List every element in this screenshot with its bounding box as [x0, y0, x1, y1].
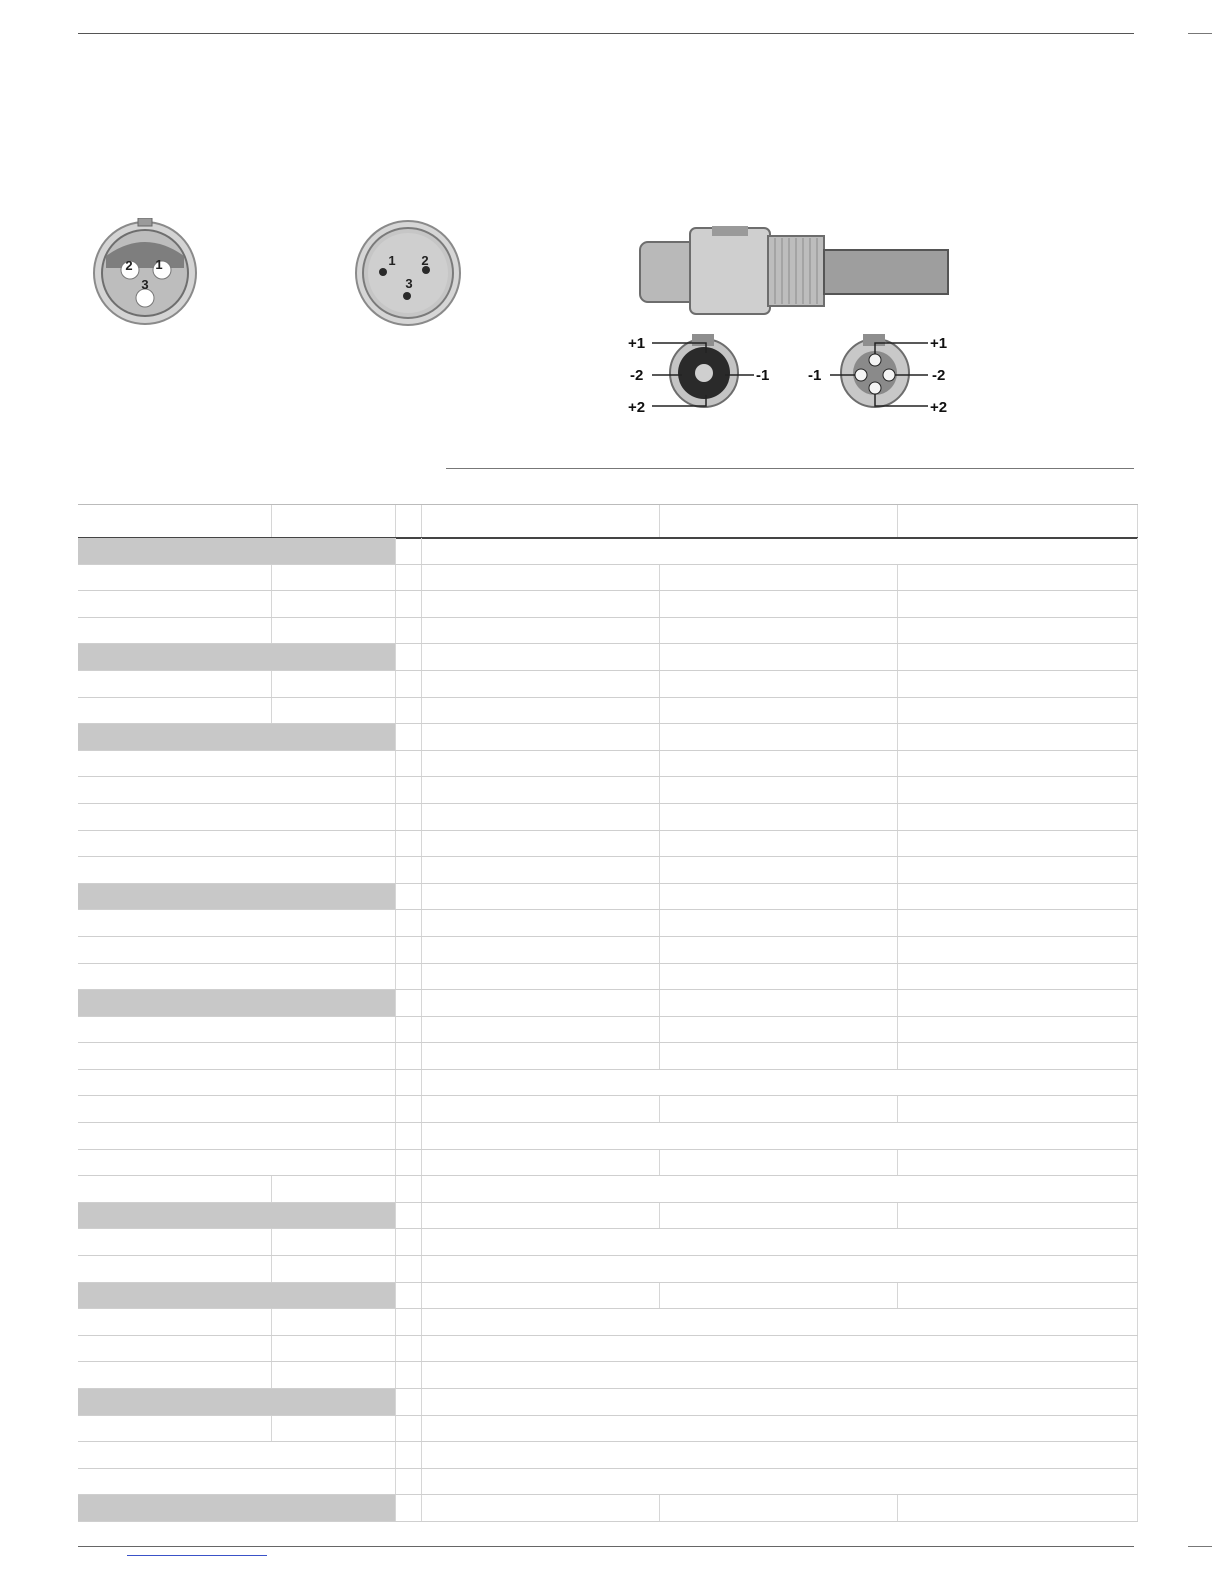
table-cell [78, 1309, 272, 1335]
table-cell [422, 1416, 1138, 1442]
table-cell [422, 1123, 1138, 1149]
table-row [78, 1017, 1138, 1044]
table-row [78, 1070, 1138, 1097]
table-cell [78, 724, 396, 750]
table-cell [396, 1283, 422, 1309]
table-cell [78, 751, 396, 777]
table-cell [898, 857, 1138, 883]
xlr-male-pin-2: 2 [421, 253, 429, 268]
table-cell [78, 1469, 396, 1495]
table-cell [422, 1389, 1138, 1415]
table-cell [396, 1096, 422, 1122]
table-header-row [78, 504, 1138, 539]
table-cell [660, 777, 898, 803]
table-cell [898, 937, 1138, 963]
table-cell [78, 671, 272, 697]
table-cell [898, 831, 1138, 857]
table-cell [78, 1283, 396, 1309]
table-cell [78, 1150, 396, 1176]
table-cell [422, 1229, 1138, 1255]
table-cell [898, 1495, 1138, 1521]
table-cell [422, 1176, 1138, 1202]
table-cell [660, 1150, 898, 1176]
table-cell [422, 644, 660, 670]
table-cell [78, 1017, 396, 1043]
table-cell [898, 1043, 1138, 1069]
speakon-left-label-plus1: +1 [628, 335, 646, 352]
table-cell [78, 565, 272, 591]
table-cell [660, 724, 898, 750]
table-cell [396, 644, 422, 670]
table-row [78, 1362, 1138, 1389]
table-cell [78, 698, 272, 724]
table-cell [78, 884, 396, 910]
table-cell [898, 751, 1138, 777]
table-cell [396, 884, 422, 910]
table-cell [272, 1416, 396, 1442]
table-cell [272, 591, 396, 617]
table-cell [396, 1229, 422, 1255]
table-cell [78, 1070, 396, 1096]
table-cell [660, 644, 898, 670]
table-cell [660, 1043, 898, 1069]
header-margin-tick [1188, 33, 1212, 34]
table-cell [396, 857, 422, 883]
table-cell [898, 964, 1138, 990]
table-cell [78, 1495, 396, 1521]
table-cell [422, 1469, 1138, 1495]
table-cell [660, 1096, 898, 1122]
table-cell [898, 1283, 1138, 1309]
table-cell [422, 1150, 660, 1176]
table-cell [396, 937, 422, 963]
speakon-left-label-minus2: -2 [630, 367, 644, 384]
table-cell [422, 777, 660, 803]
table-cell [396, 565, 422, 591]
footer-margin-tick [1188, 1546, 1212, 1547]
table-cell [422, 618, 660, 644]
table-cell [78, 618, 272, 644]
table-row [78, 1283, 1138, 1310]
table-row [78, 1203, 1138, 1230]
table-cell [422, 1043, 660, 1069]
table-cell [898, 565, 1138, 591]
table-row [78, 538, 1138, 565]
table-cell [396, 618, 422, 644]
table-row [78, 1150, 1138, 1177]
table-cell [660, 618, 898, 644]
table-cell [78, 990, 396, 1016]
table-cell [396, 671, 422, 697]
table-cell [660, 565, 898, 591]
table-cell [422, 724, 660, 750]
table-cell [422, 831, 660, 857]
table-row [78, 1495, 1138, 1522]
table-cell [272, 1256, 396, 1282]
table-cell [272, 1362, 396, 1388]
table-cell [272, 671, 396, 697]
table-cell [660, 831, 898, 857]
table-cell [898, 671, 1138, 697]
header-rule [78, 33, 1134, 34]
table-row [78, 1442, 1138, 1469]
table-cell [660, 910, 898, 936]
table-row [78, 1336, 1138, 1363]
table-cell [78, 857, 396, 883]
table-cell [660, 698, 898, 724]
table-row [78, 1389, 1138, 1416]
table-cell [422, 857, 660, 883]
table-cell [660, 964, 898, 990]
table-cell [396, 1017, 422, 1043]
table-cell [396, 964, 422, 990]
table-cell [272, 565, 396, 591]
table-cell [660, 1203, 898, 1229]
table-cell [660, 751, 898, 777]
table-cell [396, 804, 422, 830]
table-cell [78, 1256, 272, 1282]
table-cell [660, 857, 898, 883]
table-cell [396, 831, 422, 857]
table-cell [422, 591, 660, 617]
header-cell [422, 505, 660, 537]
table-cell [396, 1150, 422, 1176]
table-cell [396, 1362, 422, 1388]
table-cell [396, 1336, 422, 1362]
table-cell [396, 1123, 422, 1149]
table-row [78, 591, 1138, 618]
table-row [78, 618, 1138, 645]
table-cell [272, 1309, 396, 1335]
table-cell [660, 1495, 898, 1521]
table-row [78, 857, 1138, 884]
table-cell [660, 937, 898, 963]
xlr-female-pin-3: 3 [141, 277, 149, 292]
speakon-right-label-plus2: +2 [930, 399, 948, 416]
table-cell [78, 964, 396, 990]
table-cell [422, 1336, 1138, 1362]
table-row [78, 1416, 1138, 1443]
table-row [78, 1096, 1138, 1123]
table-cell [78, 1336, 272, 1362]
table-cell [898, 1096, 1138, 1122]
table-cell [396, 1256, 422, 1282]
xlr-male-pin-3: 3 [405, 276, 413, 291]
table-row [78, 1469, 1138, 1496]
speakon-right-label-plus1: +1 [930, 335, 948, 352]
table-cell [422, 1203, 660, 1229]
table-cell [78, 644, 396, 670]
table-cell [272, 1336, 396, 1362]
table-cell [78, 1176, 272, 1202]
table-cell [396, 1070, 422, 1096]
table-cell [422, 751, 660, 777]
table-cell [78, 777, 396, 803]
table-cell [396, 777, 422, 803]
table-cell [660, 671, 898, 697]
table-row [78, 698, 1138, 725]
table-cell [898, 644, 1138, 670]
xlr-female-pin-1: 1 [155, 257, 163, 272]
table-cell [422, 671, 660, 697]
table-cell [898, 618, 1138, 644]
table-cell [396, 1176, 422, 1202]
table-cell [422, 1362, 1138, 1388]
table-cell [660, 884, 898, 910]
table-cell [660, 591, 898, 617]
footer-link-underline[interactable] [127, 1555, 267, 1556]
table-cell [396, 990, 422, 1016]
table-cell [422, 964, 660, 990]
table-cell [396, 1469, 422, 1495]
table-cell [396, 1389, 422, 1415]
table-cell [422, 1495, 660, 1521]
table-cell [422, 1256, 1138, 1282]
table-cell [422, 884, 660, 910]
table-row [78, 565, 1138, 592]
table-row [78, 1043, 1138, 1070]
xlr-male-connector [353, 220, 463, 330]
table-cell [422, 1070, 1138, 1096]
table-cell [898, 884, 1138, 910]
speakon-left-label-plus2: +2 [628, 399, 646, 416]
header-cell [660, 505, 898, 537]
table-cell [396, 538, 422, 564]
table-cell [422, 937, 660, 963]
table-row [78, 804, 1138, 831]
table-cell [898, 1150, 1138, 1176]
table-row [78, 937, 1138, 964]
header-cell [898, 505, 1138, 537]
table-cell [898, 1017, 1138, 1043]
xlr-female-pin-2: 2 [125, 258, 133, 273]
table-cell [898, 1203, 1138, 1229]
table-cell [272, 618, 396, 644]
table-row [78, 644, 1138, 671]
table-cell [660, 1283, 898, 1309]
table-row [78, 1123, 1138, 1150]
table-cell [396, 724, 422, 750]
table-cell [422, 1283, 660, 1309]
table-cell [78, 1416, 272, 1442]
table-row [78, 964, 1138, 991]
table-row [78, 671, 1138, 698]
table-cell [898, 698, 1138, 724]
table-cell [78, 1096, 396, 1122]
table-row [78, 1309, 1138, 1336]
table-cell [272, 1176, 396, 1202]
table-cell [898, 990, 1138, 1016]
table-cell [78, 910, 396, 936]
table-cell [272, 698, 396, 724]
table-cell [78, 1389, 396, 1415]
table-cell [422, 1309, 1138, 1335]
table-cell [660, 990, 898, 1016]
table-cell [396, 1203, 422, 1229]
xlr-male-pin-1: 1 [388, 253, 396, 268]
table-cell [78, 1123, 396, 1149]
xlr-female-connector [92, 218, 202, 328]
table-cell [422, 565, 660, 591]
table-cell [422, 698, 660, 724]
table-cell [78, 831, 396, 857]
table-row [78, 990, 1138, 1017]
speakon-connector-diagram [620, 218, 960, 423]
footer-rule [78, 1546, 1134, 1547]
table-row [78, 1256, 1138, 1283]
table-cell [898, 804, 1138, 830]
table-cell [78, 538, 396, 564]
table-cell [396, 1043, 422, 1069]
table-cell [898, 777, 1138, 803]
table-row [78, 1176, 1138, 1203]
table-cell [396, 698, 422, 724]
table-cell [396, 591, 422, 617]
table-cell [898, 910, 1138, 936]
speakon-left-label-minus1: -1 [756, 367, 770, 384]
table-cell [78, 1362, 272, 1388]
table-cell [78, 1442, 396, 1468]
table-cell [422, 990, 660, 1016]
table-cell [78, 1229, 272, 1255]
table-cell [422, 1096, 660, 1122]
table-cell [660, 804, 898, 830]
table-cell [898, 591, 1138, 617]
table-cell [422, 1017, 660, 1043]
header-cell [272, 505, 396, 537]
speakon-right-label-minus1: -1 [808, 367, 822, 384]
table-row [78, 751, 1138, 778]
table-cell [660, 1017, 898, 1043]
table-cell [78, 937, 396, 963]
table-row [78, 724, 1138, 751]
table-cell [396, 751, 422, 777]
table-cell [396, 1416, 422, 1442]
table-row [78, 831, 1138, 858]
table-cell [422, 1442, 1138, 1468]
table-row [78, 1229, 1138, 1256]
table-row [78, 884, 1138, 911]
header-cell [396, 505, 422, 537]
table-cell [78, 1203, 396, 1229]
speakon-right-label-minus2: -2 [932, 367, 946, 384]
table-row [78, 777, 1138, 804]
table-cell [396, 1309, 422, 1335]
table-row [78, 910, 1138, 937]
table-cell [396, 910, 422, 936]
table-cell [422, 804, 660, 830]
table-cell [396, 1495, 422, 1521]
table-cell [78, 1043, 396, 1069]
table-cell [422, 910, 660, 936]
table-cell [898, 724, 1138, 750]
table-cell [78, 804, 396, 830]
table-cell [422, 538, 1138, 564]
table-cell [396, 1442, 422, 1468]
table-cell [78, 591, 272, 617]
table-cell [272, 1229, 396, 1255]
header-cell [78, 505, 272, 537]
section-rule [446, 468, 1134, 469]
